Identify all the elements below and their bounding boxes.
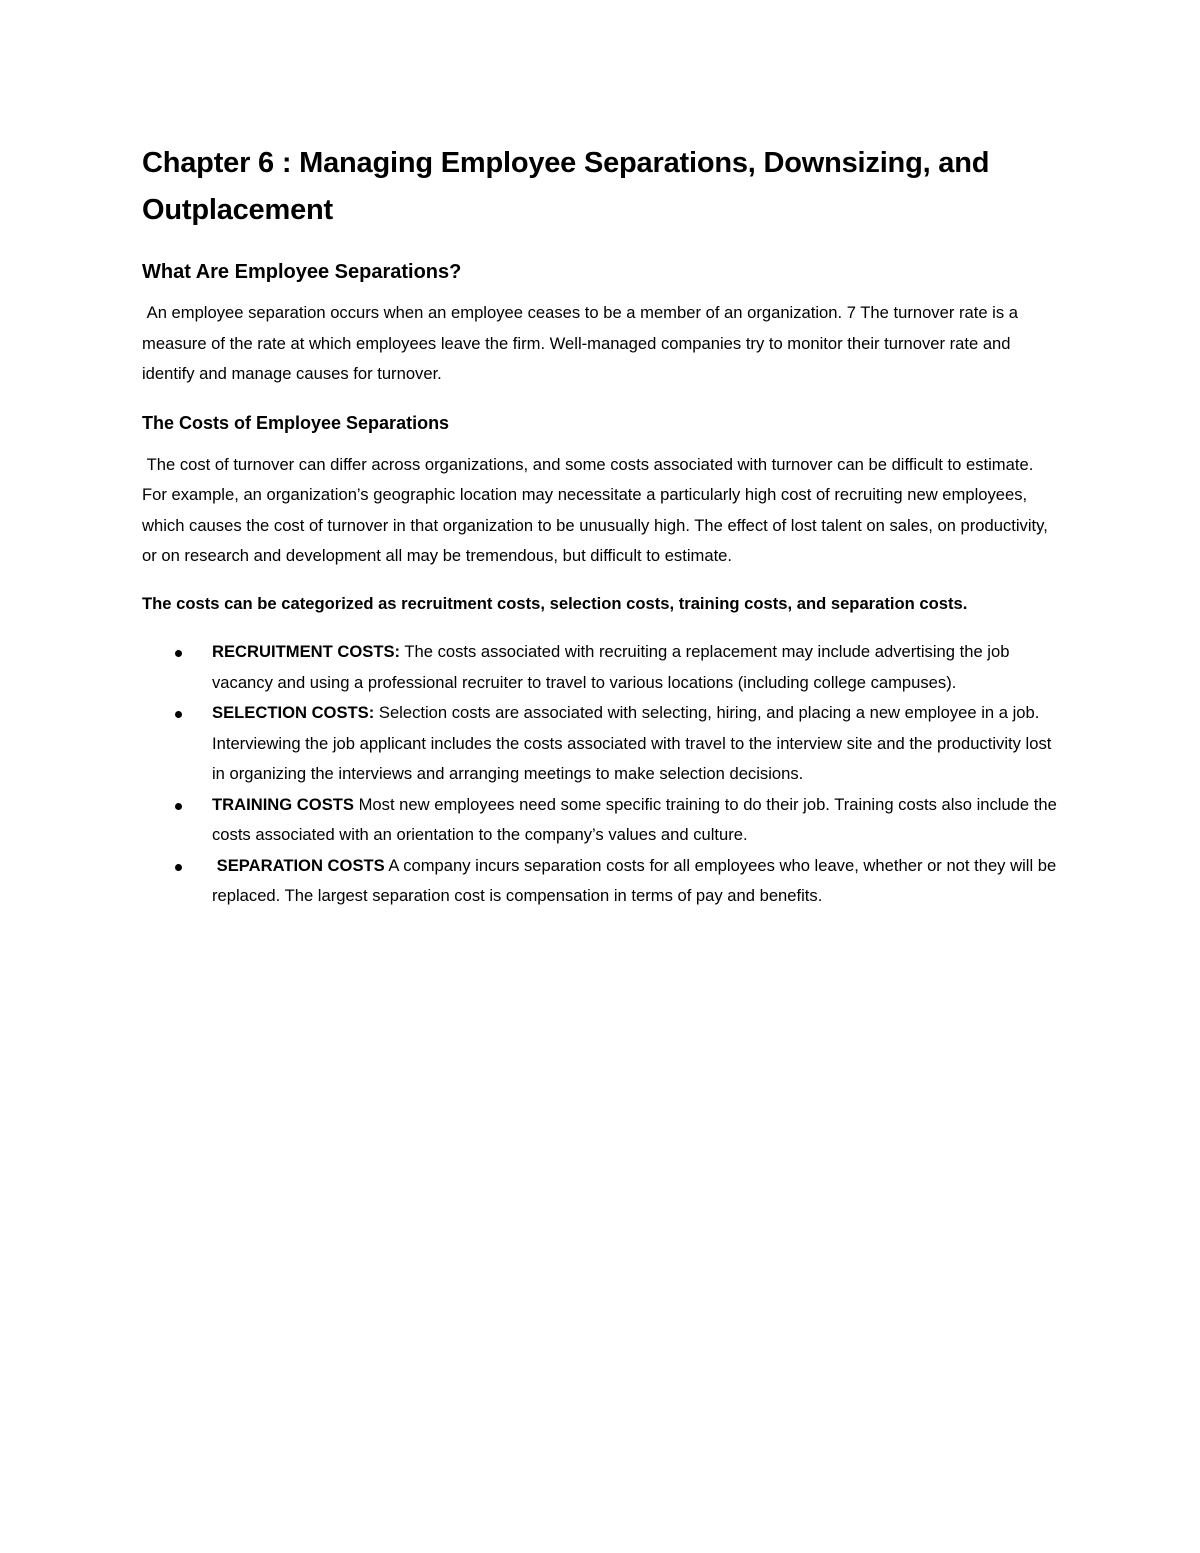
cost-term: SELECTION COSTS: xyxy=(212,703,375,722)
cost-term: SEPARATION COSTS xyxy=(212,855,385,875)
list-item xyxy=(142,698,1062,790)
section-body-costs: The cost of turnover can differ across organizations, and some costs associated with turnover can be difficult to estimate. For example, an organization’s geographic location may necessitate a particularly high cost of recruiting new employees, which causes the cost of turnover in that organization to be unusually high. The effect of lost talent on sales, on productivity, or on research and development all may be tremendous, but difficult to estimate. xyxy=(142,454,1053,565)
bullet-icon xyxy=(175,711,182,718)
cost-term: TRAINING COSTS xyxy=(212,794,354,814)
cost-description: A company incurs separation costs for all employees who leave, whether or not they will be replaced. The largest separation cost is compensation in terms of pay and benefits. xyxy=(212,855,1057,905)
list-item xyxy=(142,851,1062,912)
bullet-icon xyxy=(175,864,182,871)
section-heading-separations: What Are Employee Separations? xyxy=(142,261,462,283)
cost-description: Most new employees need some specific training to do their job. Training costs also include the costs associated with an orientation to the company’s values and culture. xyxy=(212,794,1057,844)
cost-description: The costs associated with recruiting a replacement may include advertising the job vacancy and using a professional recruiter to travel to various locations (including college campuses). xyxy=(212,642,1010,692)
cost-description: Selection costs are associated with selecting, hiring, and placing a new employee in a job. Interviewing the job applicant includes the costs associated with travel to the interview site and the productivity lost in organizing the interviews and arranging meetings to make selection decisions. xyxy=(212,703,1052,783)
chapter-title: Chapter 6 : Managing Employee Separations, Downsizing, and Outplacement xyxy=(142,147,990,226)
cost-categories-list xyxy=(142,637,1062,912)
list-item xyxy=(142,637,1062,698)
section-heading-costs: The Costs of Employee Separations xyxy=(142,412,450,433)
cost-term: RECRUITMENT COSTS: xyxy=(212,642,401,661)
bullet-icon xyxy=(175,803,182,810)
list-item xyxy=(142,790,1062,851)
bullet-icon xyxy=(175,650,182,657)
section-body-separations: An employee separation occurs when an employee ceases to be a member of an organization. 7 The turnover rate is a measure of the rate at which employees leave the firm. Well-managed companies try to monitor their turnover rate and identify and manage causes for turnover. xyxy=(142,303,1023,383)
costs-summary: The costs can be categorized as recruitment costs, selection costs, training costs, and separation costs. xyxy=(142,593,968,613)
document-page xyxy=(142,140,1062,912)
